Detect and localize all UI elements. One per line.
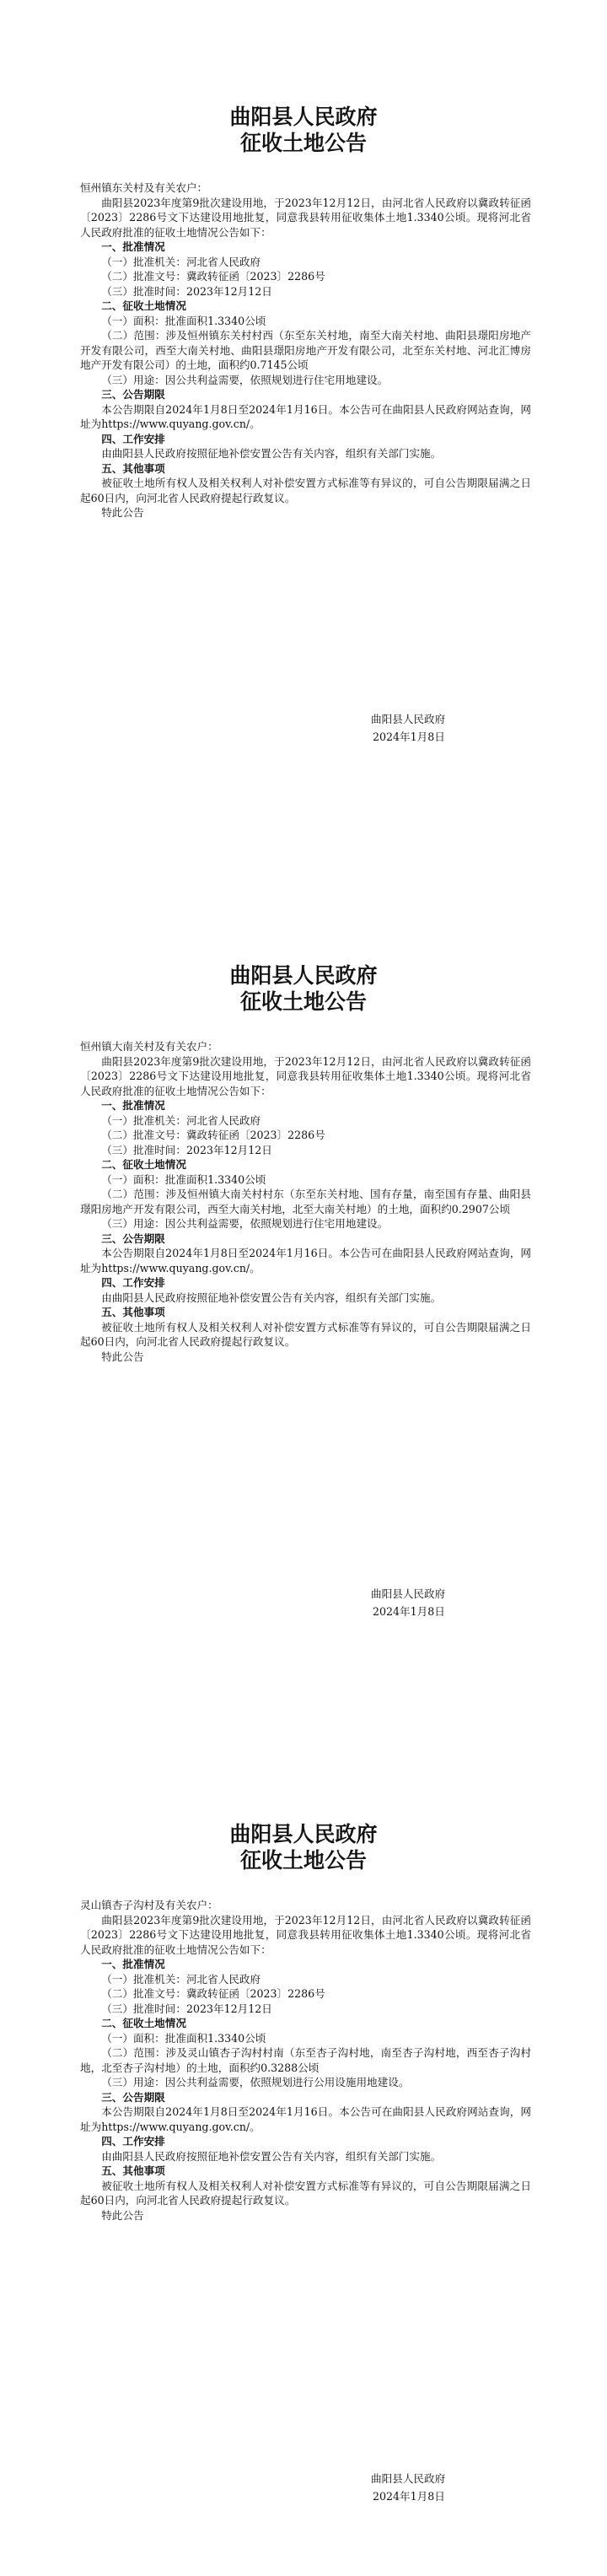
- approval-date: （三）批准时间：2023年12月12日: [101, 2002, 272, 2015]
- section-heading-approval: 一、批准情况: [101, 1099, 165, 1112]
- other-text: 被征收土地所有权人及相关权利人对补偿安置方式标准等有异议的，可自公告期限届满之日起60日内，向河北省人民政府提起行政复议。: [80, 477, 531, 504]
- section-heading-arrangement: 四、工作安排: [101, 1276, 165, 1289]
- notice-title-type: 征收土地公告: [239, 1848, 367, 1873]
- approval-document-number: （二）批准文号：冀政转征函〔2023〕2286号: [101, 1129, 325, 1141]
- closing-text: 特此公告: [101, 1350, 144, 1363]
- addressee: 恒州镇大南关村及有关农户：: [80, 1040, 218, 1053]
- section-heading-approval: 一、批准情况: [101, 1958, 165, 1970]
- section-heading-land: 二、征收土地情况: [101, 2017, 186, 2029]
- signature-date: 2024年1月8日: [373, 1605, 445, 1618]
- section-heading-other: 五、其他事项: [101, 461, 165, 475]
- arrangement-text: 由曲阳县人民政府按照征地补偿安置公告有关内容，组织有关部门实施。: [101, 2149, 442, 2163]
- section-heading-land: 二、征收土地情况: [101, 299, 186, 312]
- intro-paragraph: 曲阳县2023年度第9批次建设用地，于2023年12月12日，由河北省人民政府以冀政转征函〔2023〕2286号文下达建设用地批复，同意我县转用征收集体土地1.3340公顷。现将河北省人民政府批准的征收土地情况公告如下：: [80, 1913, 531, 1956]
- land-use: （三）用途：因公共利益需要，依照规划进行住宅用地建设。: [101, 1217, 389, 1230]
- section-heading-land: 二、征收土地情况: [101, 1158, 186, 1171]
- notice-1: [0, 0, 607, 859]
- approval-document-number: （二）批准文号：冀政转征函〔2023〕2286号: [101, 1987, 325, 2000]
- signature-date: 2024年1月8日: [373, 2490, 445, 2503]
- land-scope: （二）范围：涉及恒州镇大南关村村东（东至东关村地、国有存量，南至国有存量、曲阳县璟阳房地产开发有限公司，西至大南关村地，北至大南关村地）的土地，面积约0.2907公顷: [80, 1188, 531, 1215]
- notice-body: [80, 1039, 531, 1364]
- section-heading-arrangement: 四、工作安排: [101, 432, 165, 445]
- signature-organization: 曲阳县人民政府: [371, 713, 446, 725]
- section-heading-arrangement: 四、工作安排: [101, 2135, 165, 2148]
- notice-title-type: 征收土地公告: [239, 131, 367, 155]
- land-scope: （二）范围：涉及灵山镇杏子沟村村南（东至杏子沟村地，南至杏子沟村地，西至杏子沟村地，北至杏子沟村地）的土地，面积约0.3288公顷: [80, 2046, 531, 2074]
- notice-title-issuer: 曲阳县人民政府: [229, 963, 378, 988]
- section-heading-other: 五、其他事项: [101, 2164, 165, 2177]
- land-scope: （二）范围：涉及恒州镇东关村村西（东至东关村地，南至大南关村地、曲阳县璟阳房地产开发有限公司，西至大南关村地、曲阳县璟阳房地产开发有限公司，北至东关村地、河北汇博房地产开发有限公司）的土地，面积约0.7145公顷: [80, 329, 531, 371]
- approval-document-number: （二）批准文号：冀政转征函〔2023〕2286号: [101, 270, 325, 283]
- approval-authority: （一）批准机关：河北省人民政府: [101, 1972, 261, 1986]
- signature-organization: 曲阳县人民政府: [371, 1587, 446, 1600]
- approval-date: （三）批准时间：2023年12月12日: [101, 284, 272, 298]
- arrangement-text: 由曲阳县人民政府按照征地补偿安置公告有关内容，组织有关部门实施。: [101, 447, 442, 460]
- notice-3: [0, 1717, 607, 2576]
- notice-title-issuer: 曲阳县人民政府: [229, 1822, 378, 1846]
- addressee: 灵山镇杏子沟村及有关农户：: [80, 1899, 218, 1911]
- section-heading-approval: 一、批准情况: [101, 240, 165, 253]
- land-area: （一）面积：批准面积1.3340公顷: [101, 2031, 266, 2045]
- addressee: 恒州镇东关村及有关农户：: [80, 181, 208, 194]
- period-text: 本公告期限自2024年1月8日至2024年1月16日。本公告可在曲阳县人民政府网站查询，网址为https://www.quyang.gov.cn/。: [80, 402, 531, 430]
- period-text: 本公告期限自2024年1月8日至2024年1月16日。本公告可在曲阳县人民政府网站查询，网址为https://www.quyang.gov.cn/。: [80, 1247, 531, 1275]
- closing-text: 特此公告: [101, 2208, 144, 2222]
- land-use: （三）用途：因公共利益需要，依照规划进行公用设施用地建设。: [101, 2076, 410, 2088]
- closing-text: 特此公告: [101, 506, 144, 519]
- approval-authority: （一）批准机关：河北省人民政府: [101, 255, 261, 268]
- intro-paragraph: 曲阳县2023年度第9批次建设用地，于2023年12月12日，由河北省人民政府以冀政转征函〔2023〕2286号文下达建设用地批复，同意我县转用征收集体土地1.3340公顷。现将河北省人民政府批准的征收土地情况公告如下：: [80, 196, 531, 239]
- arrangement-text: 由曲阳县人民政府按照征地补偿安置公告有关内容，组织有关部门实施。: [101, 1291, 442, 1304]
- notice-body: [80, 1898, 531, 2223]
- intro-paragraph: 曲阳县2023年度第9批次建设用地，于2023年12月12日，由河北省人民政府以冀政转征函〔2023〕2286号文下达建设用地批复，同意我县转用征收集体土地1.3340公顷。现将河北省人民政府批准的征收土地情况公告如下：: [80, 1054, 531, 1097]
- land-use: （三）用途：因公共利益需要，依照规划进行住宅用地建设。: [101, 373, 389, 386]
- approval-date: （三）批准时间：2023年12月12日: [101, 1143, 272, 1156]
- other-text: 被征收土地所有权人及相关权利人对补偿安置方式标准等有异议的，可自公告期限届满之日起60日内，向河北省人民政府提起行政复议。: [80, 1320, 531, 1348]
- signature-date: 2024年1月8日: [373, 730, 445, 743]
- notice-title-issuer: 曲阳县人民政府: [229, 105, 378, 129]
- land-area: （一）面积：批准面积1.3340公顷: [101, 314, 266, 327]
- signature-organization: 曲阳县人民政府: [371, 2472, 446, 2485]
- notice-body: [80, 181, 531, 520]
- section-heading-period: 三、公告期限: [101, 1231, 165, 1245]
- section-heading-period: 三、公告期限: [101, 2090, 165, 2104]
- section-heading-other: 五、其他事项: [101, 1306, 165, 1318]
- notice-title-type: 征收土地公告: [239, 989, 367, 1014]
- approval-authority: （一）批准机关：河北省人民政府: [101, 1113, 261, 1127]
- land-area: （一）面积：批准面积1.3340公顷: [101, 1172, 266, 1186]
- section-heading-period: 三、公告期限: [101, 388, 165, 401]
- other-text: 被征收土地所有权人及相关权利人对补偿安置方式标准等有异议的，可自公告期限届满之日起60日内，向河北省人民政府提起行政复议。: [80, 2179, 531, 2207]
- notice-2: [0, 859, 607, 1717]
- period-text: 本公告期限自2024年1月8日至2024年1月16日。本公告可在曲阳县人民政府网站查询，网址为https://www.quyang.gov.cn/。: [80, 2105, 531, 2133]
